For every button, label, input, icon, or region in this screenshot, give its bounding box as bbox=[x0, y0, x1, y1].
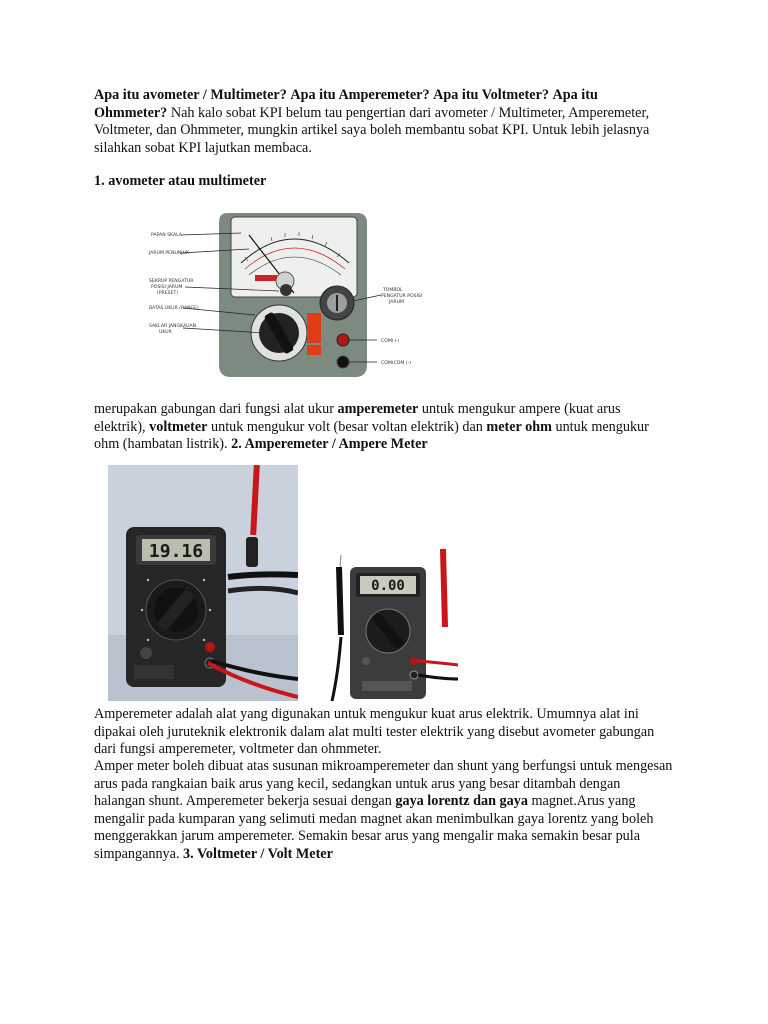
label-range: BATAS UKUR (RANGE) bbox=[149, 306, 199, 311]
s1-text-1: merupakan gabungan dari fungsi alat ukur bbox=[94, 401, 334, 417]
label-scale-board: PAPAN SKALA bbox=[151, 233, 182, 238]
label-knob-1: TOMBOL bbox=[383, 288, 403, 293]
term-meter-ohm: meter ohm bbox=[486, 418, 552, 435]
label-range-switch-2: UKUR bbox=[159, 330, 172, 335]
label-preset-screw-2: POSISI JARUM bbox=[151, 285, 183, 290]
s1-text-4: untuk mengukur ohm (hambatan listrik). bbox=[94, 418, 649, 453]
label-preset-screw-3: (PRESET) bbox=[157, 291, 179, 296]
s2-text-2: magnet.Arus yang mengalir pada kumparan yang selimuti medan magnet akan menimbulkan gaya lorentz yang boleh menggerakkan jarum amperemeter. Semakin besar arus yang mengalir maka semakin besar pula simpangannya. bbox=[94, 793, 654, 862]
question-voltmeter: Apa itu Voltmeter? bbox=[433, 87, 549, 103]
digital-multimeter-photo-1 bbox=[108, 465, 298, 701]
intro-paragraph bbox=[94, 87, 674, 157]
label-knob-3: JARUM bbox=[389, 300, 404, 305]
digital-multimeter-2-illustration bbox=[322, 545, 462, 701]
analog-multimeter-illustration bbox=[145, 205, 440, 383]
question-amperemeter: Apa itu Amperemeter? bbox=[290, 87, 430, 103]
label-knob-2: PENGATUR POSISI bbox=[381, 294, 423, 299]
question-avometer: Apa itu avometer / Multimeter? bbox=[94, 87, 287, 103]
label-pointer: JARUM PENUNJUK bbox=[149, 251, 190, 256]
s1-text-2: untuk mengukur ampere (kuat arus elektrik), bbox=[94, 401, 621, 435]
label-preset-screw-1: SEKRUP PENGATUR bbox=[149, 279, 194, 284]
label-range-switch-1: SAKLAR JANGKAUAN bbox=[149, 324, 197, 329]
section1-heading: 1. avometer atau multimeter bbox=[94, 173, 267, 189]
digital-multimeter-1-illustration bbox=[108, 465, 298, 701]
s2-text-1: Amper meter boleh dibuat atas susunan mikroamperemeter dan shunt yang berfungsi untuk mengesan arus pada rangkaian baik arus yang kecil, sedangkan untuk arus yang besar ditambah dengan halangan shunt. Amperemeter bekerja sesuai dengan bbox=[94, 758, 673, 810]
question-ohmmeter: Apa itu Ohmmeter? bbox=[94, 87, 598, 121]
section3-heading: 3. Voltmeter / Volt Meter bbox=[183, 845, 333, 862]
term-gaya-lorentz: gaya lorentz dan gaya bbox=[395, 793, 528, 810]
label-plus-jack: COM(+) bbox=[381, 339, 400, 344]
com-jack bbox=[337, 356, 349, 368]
section2-paragraph-1: Amperemeter adalah alat yang digunakan untuk mengukur kuat arus elektrik. Umumnya alat ini dipakai oleh juruteknik elektronik dalam alat multi tester elektrik yang disebut avometer gabungan dari fungsi amperemeter, voltmeter dan ohmmeter. bbox=[94, 706, 655, 758]
analog-multimeter-figure bbox=[145, 205, 440, 383]
section2-paragraph-2 bbox=[94, 758, 674, 864]
plus-jack bbox=[337, 334, 349, 346]
preset-screw bbox=[280, 284, 292, 296]
section2-heading: 2. Amperemeter / Ampere Meter bbox=[231, 436, 428, 453]
term-amperemeter: amperemeter bbox=[337, 401, 419, 417]
dmm1-reading: 19.16 bbox=[148, 541, 204, 562]
dmm2-reading: 0.00 bbox=[371, 578, 405, 594]
label-com-jack: COM(COM (-) bbox=[381, 361, 412, 366]
intro-text: Nah kalo sobat KPI belum tau pengertian dari avometer / Multimeter, Amperemeter, Voltmeter, dan Ohmmeter, mungkin artikel saya boleh membantu sobat KPI. Untuk lebih jelasnya silahkan sobat KPI lajutkan membaca. bbox=[94, 104, 650, 156]
section1-paragraph bbox=[94, 401, 674, 454]
term-voltmeter: voltmeter bbox=[149, 418, 208, 435]
s1-text-3: untuk mengukur volt (besar voltan elektrik) dan bbox=[211, 418, 483, 435]
digital-multimeter-photo-2 bbox=[322, 545, 462, 701]
